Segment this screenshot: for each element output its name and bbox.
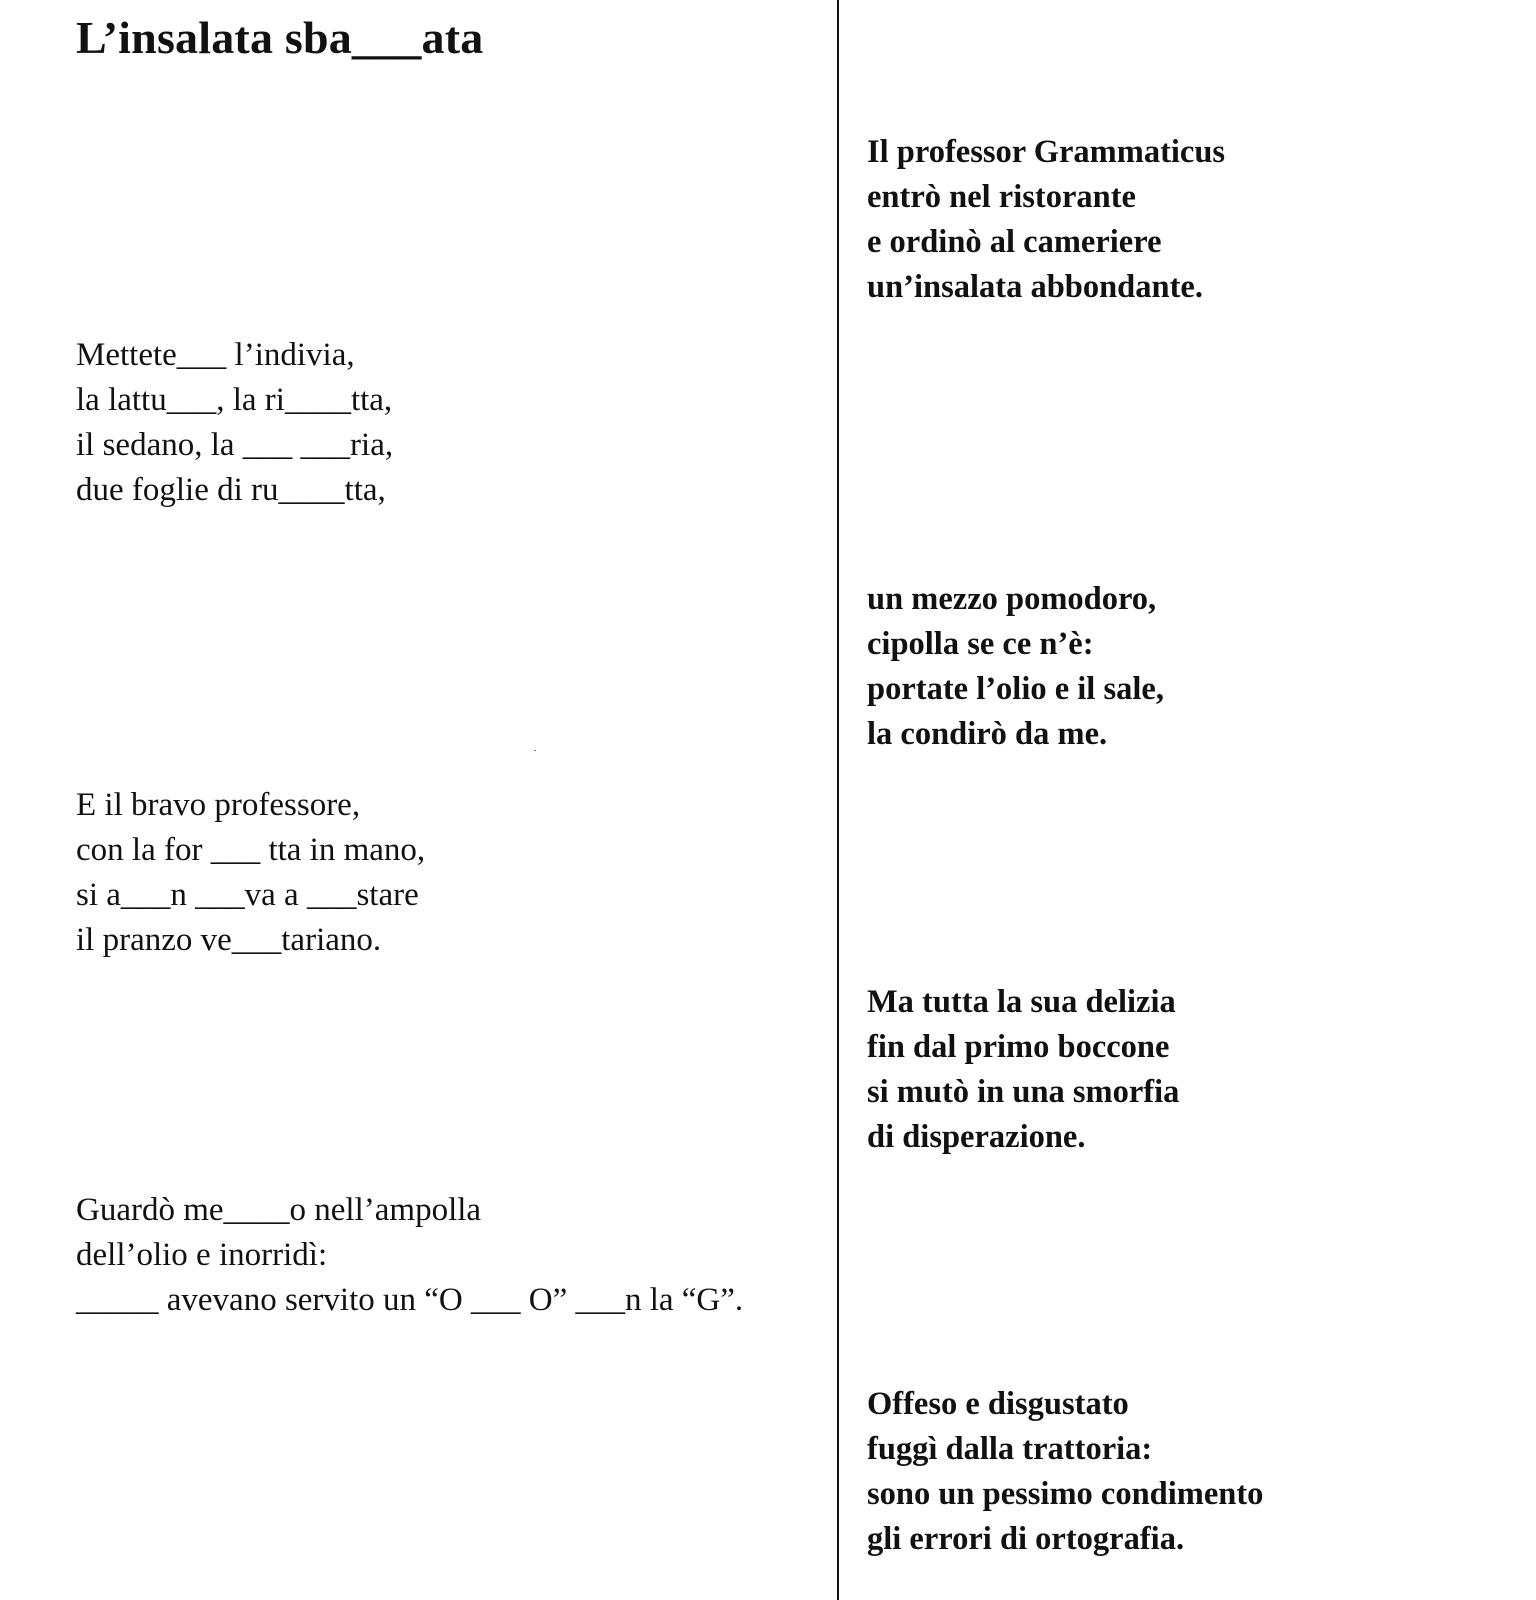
stanza-line: Offeso e disgustato [867, 1386, 1129, 1422]
stanza-line: sono un pessimo condimento [867, 1476, 1264, 1512]
stanza-line: due foglie di ru____tta, [76, 472, 386, 508]
stanza-left-3 [76, 1188, 743, 1323]
stanza-line: entrò nel ristorante [867, 179, 1136, 215]
stanza-line: un’insalata abbondante. [867, 269, 1203, 305]
stanza-line: di disperazione. [867, 1119, 1086, 1155]
scan-speck [534, 750, 536, 751]
stanza-line: Guardò me____o nell’ampolla [76, 1192, 482, 1228]
stanza-line: il sedano, la ___ ___ria, [76, 427, 394, 463]
column-divider [837, 0, 839, 1600]
stanza-line: Mettete___ l’indivia, [76, 337, 355, 373]
poem-title: L’insalata sba___ata [76, 12, 484, 63]
stanza-left-2 [76, 783, 425, 963]
stanza-line: si a___n ___va a ___stare [76, 877, 419, 913]
stanza-right-3 [867, 980, 1179, 1160]
stanza-right-4 [867, 1382, 1263, 1562]
stanza-line: _____ avevano servito un “O ___ O” ___n la “G”. [76, 1282, 744, 1318]
stanza-line: la lattu___, la ri____tta, [76, 382, 393, 418]
stanza-line: E il bravo professore, [76, 787, 361, 823]
stanza-left-1 [76, 333, 393, 513]
stanza-line: Il professor Grammaticus [867, 134, 1226, 170]
stanza-line: portate l’olio e il sale, [867, 671, 1164, 707]
stanza-line: un mezzo pomodoro, [867, 581, 1157, 617]
stanza-line: fin dal primo boccone [867, 1029, 1170, 1065]
stanza-line: e ordinò al cameriere [867, 224, 1162, 260]
stanza-right-1 [867, 130, 1225, 310]
stanza-line: Ma tutta la sua delizia [867, 984, 1176, 1020]
stanza-line: dell’olio e inorridì: [76, 1237, 328, 1273]
stanza-line: il pranzo ve___tariano. [76, 922, 382, 958]
stanza-line: gli errori di ortografia. [867, 1521, 1185, 1557]
stanza-line: fuggì dalla trattoria: [867, 1431, 1153, 1467]
stanza-right-2 [867, 577, 1164, 757]
stanza-line: si mutò in una smorfia [867, 1074, 1180, 1110]
stanza-line: la condirò da me. [867, 716, 1108, 752]
stanza-line: con la for ___ tta in mano, [76, 832, 426, 868]
stanza-line: cipolla se ce n’è: [867, 626, 1094, 662]
